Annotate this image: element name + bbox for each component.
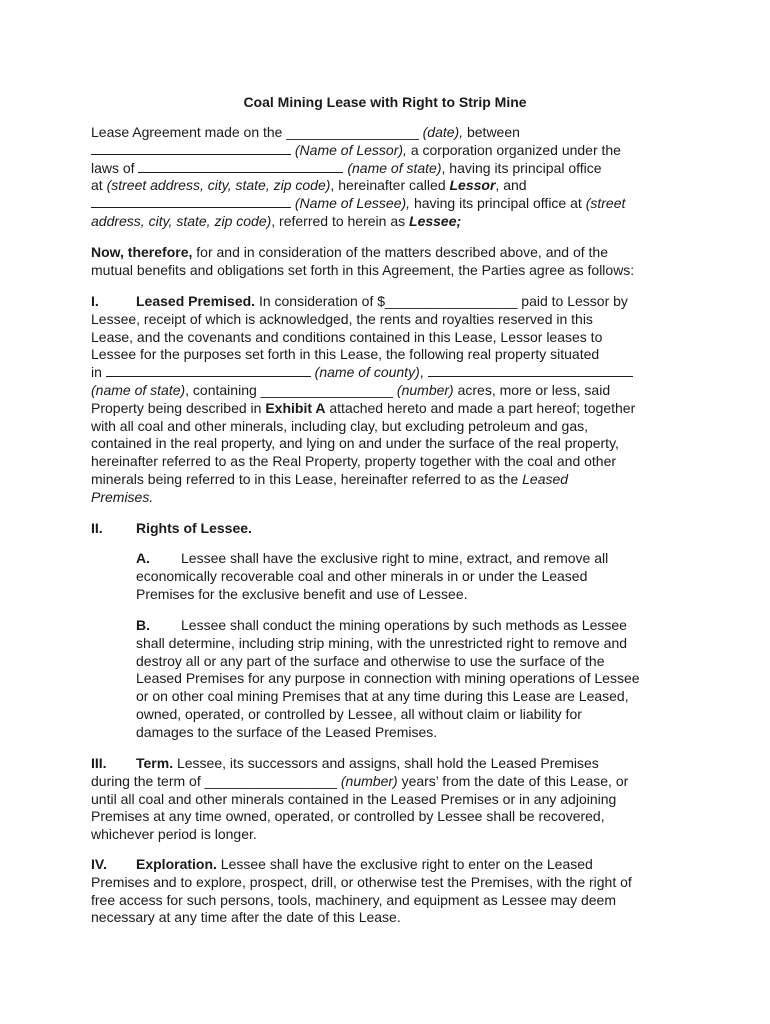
text: with all coal and other minerals, including clay, but excluding petroleum and gas, — [91, 417, 589, 434]
subsection-line — [136, 706, 686, 724]
section-exploration — [91, 856, 691, 927]
subsection-line — [136, 586, 686, 604]
text: destroy all or any part of the surface and otherwise to use the surface of the — [136, 652, 605, 669]
text: Lessee for the purposes set forth in this Lease, the following real property situated — [91, 346, 600, 363]
section-line — [91, 808, 691, 826]
text: Premises and to explore, prospect, drill, or otherwise test the Premises, with the right of — [91, 873, 632, 890]
text: Premises at any time owned, operated, or controlled by Lessee shall be recovered, — [91, 808, 605, 825]
section-number: III. — [91, 755, 107, 771]
state-blank — [428, 364, 633, 377]
recital-line — [91, 262, 691, 280]
section-line — [91, 382, 691, 400]
term-blank: _________________ — [204, 772, 337, 789]
text: mutual benefits and obligations set forth in this Agreement, the Parties agree as follows: — [91, 261, 635, 278]
section-line — [91, 346, 691, 364]
text: having its principal office at — [410, 195, 586, 212]
lessee-name-blank — [91, 195, 291, 208]
text: in — [91, 364, 106, 381]
section-term — [91, 755, 691, 844]
address-hint: address, city, state, zip code) — [91, 212, 272, 229]
acres-blank: _________________ — [260, 381, 394, 398]
text: paid to Lessor by — [517, 293, 628, 309]
text: or on other coal mining Premises that at any time during this Lease are Leased, — [136, 688, 629, 705]
intro-line — [91, 124, 691, 142]
recital-line — [91, 244, 691, 262]
subsection-number: B. — [136, 617, 150, 633]
section-line — [91, 892, 691, 910]
section-line — [91, 311, 691, 329]
text: for and in consideration of the matters described above, and of the — [192, 244, 608, 260]
county-blank — [106, 364, 311, 377]
lessor-state-blank — [138, 160, 343, 173]
lessor-name-blank — [91, 142, 291, 155]
section-line — [91, 435, 691, 453]
text: Lessee, receipt of which is acknowledged, the rents and royalties reserved in this — [91, 310, 593, 327]
lessor-term: Lessor — [449, 177, 496, 194]
text: , — [419, 364, 428, 381]
text: attached hereto and made a part hereof; together — [325, 399, 636, 416]
section-line — [91, 909, 691, 927]
section-line — [91, 471, 691, 489]
lessee-term: Lessee; — [409, 212, 462, 229]
text: shall determine, including strip mining, with the unrestricted right to remove and — [136, 634, 628, 651]
intro-paragraph — [91, 124, 691, 231]
section-line — [91, 364, 691, 382]
subsection-line — [136, 550, 686, 568]
section-line — [91, 856, 691, 874]
text: damages to the surface of the Leased Premises. — [136, 723, 438, 740]
section-leased-premises — [91, 293, 691, 507]
subsection-line — [136, 670, 686, 688]
text: Leased Premises for any purpose in connection with mining operations of Lessee — [136, 670, 640, 687]
lessor-name-hint: (Name of Lessor), — [291, 141, 407, 158]
section-heading: Leased Premised. — [136, 293, 256, 309]
text: Property being described in — [91, 399, 266, 416]
state-hint: (name of state) — [91, 381, 186, 398]
section-line — [91, 453, 691, 471]
amount-blank: _________________ — [385, 293, 518, 309]
section-line — [91, 520, 691, 538]
text: Lease, and the covenants and conditions contained in this Lease, Lessor leases to — [91, 328, 603, 345]
text: years’ from the date of this Lease, or — [397, 772, 629, 789]
text: at — [91, 177, 107, 194]
date-hint: (date), — [418, 124, 464, 140]
section-line — [91, 791, 691, 809]
subsection-line — [136, 568, 686, 586]
text: whichever period is longer. — [91, 826, 257, 843]
section-number: I. — [91, 293, 99, 309]
county-hint: (name of county) — [310, 364, 420, 381]
subsection-line — [136, 724, 686, 742]
text: minerals being referred to in this Lease, hereinafter referred to as the — [91, 470, 523, 487]
text: Lessee shall have the exclusive right to mine, extract, and remove all — [181, 550, 609, 566]
number-hint: (number) — [337, 772, 398, 789]
text: , and — [495, 177, 527, 194]
text: economically recoverable coal and other minerals in or under the Leased — [136, 567, 588, 584]
section-line — [91, 329, 691, 347]
text: a corporation organized under the — [406, 141, 621, 158]
section-heading: Term. — [136, 755, 174, 771]
text: In consideration of $ — [255, 293, 386, 309]
text: Premises. — [91, 488, 154, 505]
text: Lessee shall conduct the mining operations by such methods as Lessee — [181, 617, 627, 633]
text: , having its principal office — [441, 159, 602, 176]
intro-line — [91, 195, 691, 213]
section-line — [91, 826, 691, 844]
subsection-a — [136, 550, 686, 603]
document-title: Coal Mining Lease with Right to Strip Mine — [243, 94, 527, 110]
section-line — [91, 755, 691, 773]
section-line — [91, 489, 691, 507]
text: owned, operated, or controlled by Lessee, all without claim or liability for — [136, 705, 582, 722]
text: laws of — [91, 159, 139, 176]
text: free access for such persons, tools, machinery, and equipment as Lessee may deem — [91, 891, 617, 908]
recital-paragraph — [91, 244, 691, 280]
text: Now, therefore, — [91, 244, 193, 260]
text: acres, more or less, said — [453, 381, 611, 398]
section-heading: Rights of Lessee. — [136, 520, 252, 536]
section-number: II. — [91, 520, 103, 536]
text: Lease Agreement made on the — [91, 124, 287, 140]
intro-line — [91, 177, 691, 195]
number-hint: (number) — [393, 381, 454, 398]
text: Premises for the exclusive benefit and use of Lessee. — [136, 585, 468, 602]
text: during the term of — [91, 772, 205, 789]
text: Lessee shall have the exclusive right to enter on the Leased — [216, 856, 593, 872]
lessee-name-hint: (Name of Lessee), — [291, 195, 411, 212]
subsection-b — [136, 617, 686, 742]
subsection-line — [136, 635, 686, 653]
text: , hereinafter called — [330, 177, 450, 194]
intro-line — [91, 160, 691, 178]
intro-line — [91, 213, 691, 231]
subsection-line — [136, 653, 686, 671]
text: contained in the real property, and lying on and under the surface of the real property, — [91, 435, 619, 452]
section-line — [91, 773, 691, 791]
section-heading: Exploration. — [136, 856, 217, 872]
text: hereinafter referred to as the Real Property, property together with the coal and other — [91, 453, 617, 470]
exhibit-reference: Exhibit A — [265, 399, 326, 416]
address-hint: (street — [585, 195, 626, 212]
text: , containing — [185, 381, 261, 398]
subsection-number: A. — [136, 550, 150, 566]
subsection-line — [136, 617, 686, 635]
text: Leased — [522, 470, 569, 487]
section-line — [91, 418, 691, 436]
text: Lessee, its successors and assigns, shall hold the Leased Premises — [173, 755, 599, 771]
subsection-line — [136, 688, 686, 706]
state-hint: (name of state) — [343, 159, 442, 176]
section-line — [91, 293, 691, 311]
text: between — [463, 124, 520, 140]
text: necessary at any time after the date of this Lease. — [91, 909, 401, 926]
text: , referred to herein as — [271, 212, 410, 229]
section-rights-of-lessee — [91, 520, 691, 538]
date-blank: _________________ — [286, 124, 419, 140]
address-hint: (street address, city, state, zip code) — [106, 177, 331, 194]
section-line — [91, 400, 691, 418]
section-number: IV. — [91, 856, 107, 872]
text: until all coal and other minerals contained in the Leased Premises or in any adjoining — [91, 790, 617, 807]
section-line — [91, 874, 691, 892]
intro-line — [91, 142, 691, 160]
